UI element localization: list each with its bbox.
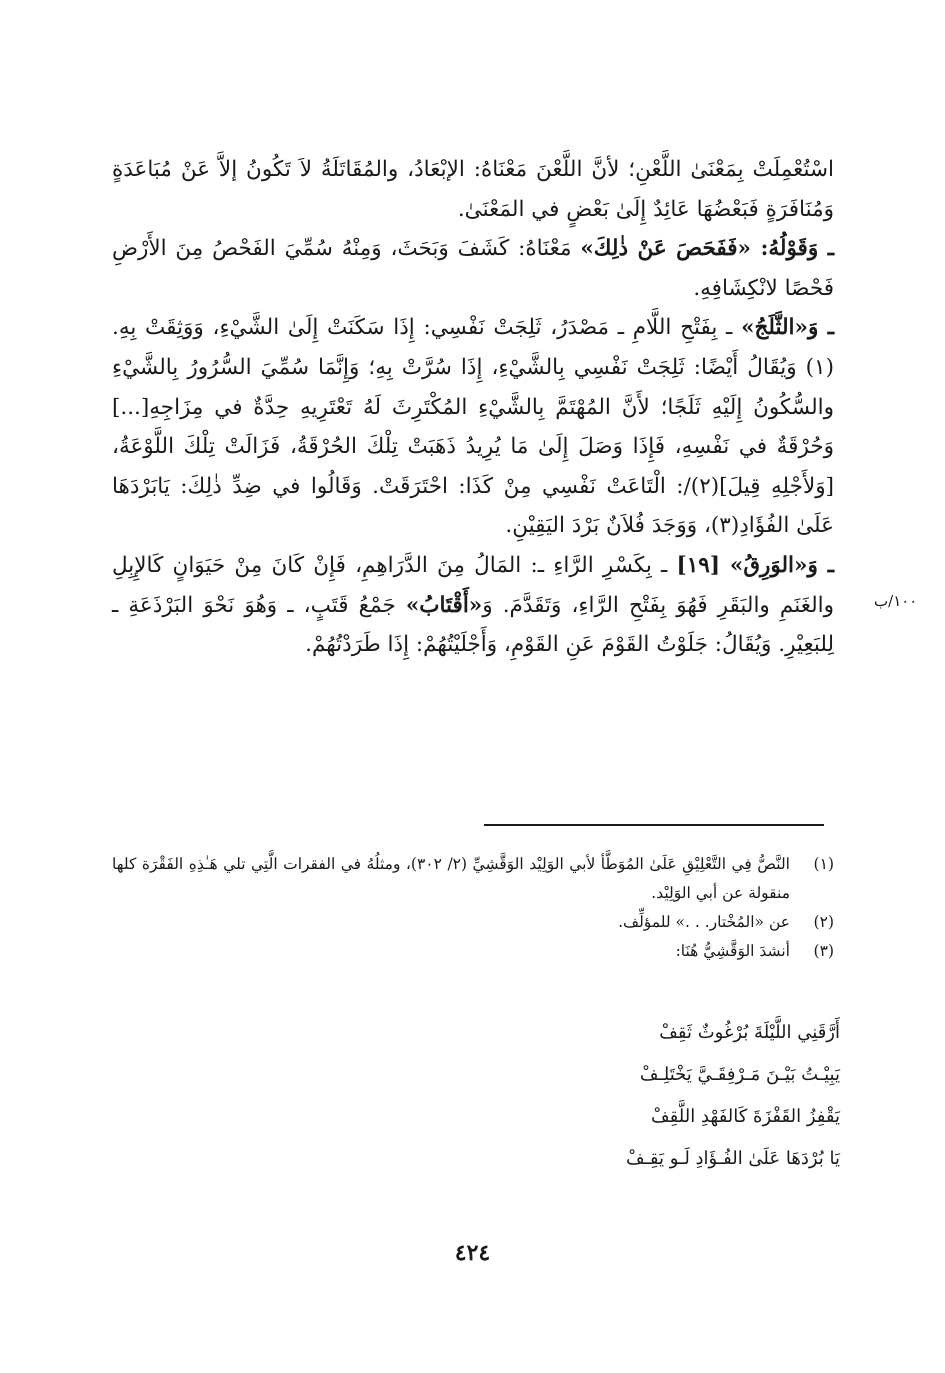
footnotes (112, 850, 834, 966)
footnote-3 (112, 937, 834, 966)
paragraph-4-text: ـ بِكَسْرِ الرَّاءِ ـ: المَالُ مِنَ الدَّرَاهِمِ، فَإِنْ كَانَ مِنْ حَيَوَانٍ كَالإِبِلِ والغَنَمِ والبَقَرِ فَهُوَ بِفَتْحِ الرَّاءِ، وَتَقَدَّمَ. وَ (112, 552, 834, 618)
paragraph-1: اسْتُعْمِلَتْ بِمَعْنَىٰ اللَّعْنِ؛ لأنَّ اللَّعْنَ مَعْنَاهُ: الإبْعَادُ، والمُقَاتَلَةُ لاَ تَكُونُ إلاَّ عَنْ مُبَاعَدَةٍ وَمُنَافَرَةٍ فَبَعْضُهَا عَائِدٌ إِلَىٰ بَعْضٍ في المَعْنَىٰ. (112, 157, 834, 222)
footnote-separator (484, 824, 824, 826)
footnote-number: (٢) (813, 913, 834, 931)
paragraph-4-text-end: جَمْعُ قَتَبٍ، ـ وَهُوَ نَحْوَ البَرْذَعَةِ ـ لِلبَعِيْرِ. وَيُقَالُ: جَلَوْتُ القَوْمَ عَنِ القَوْمِ، وَأَجْلَيْتُهُمْ: إِذَا طَرَدْتُهُمْ. (112, 592, 834, 658)
paragraph-3-text: ـ بِفَتْحِ اللَّامِ ـ مَصْدَرُ، ثَلِجَتْ نَفْسِي: إِذَا سَكَنَتْ إِلَىٰ الشَّيْءِ، وَوَثِقَتْ بِهِ. (١) وَيُقَالُ أَيْضًا: ثَلِجَتْ نَفْسِي بِالشَّيْءِ، إِذَا سُرَّتْ بِهِ؛ وَإِنَّمَا سُمِّيَ السُّرُورُ بِالشَّيْءِ والسُّكُونُ إِلَيْهِ ثَلَجًا؛ لأَنَّ المُهْتَمَّ بِالشَّيْءِ المُكْتَرِثَ لَهُ تَعْتَرِيهِ حِدَّةٌ في مِزَاجِهِ[...] وَحُرْقَةٌ في نَفْسِهِ، فَإِذَا وَصَلَ إِلَىٰ مَا يُرِيدُ ذَهَبَتْ تِلْكَ الحُرْقَةُ، فَزَالَتْ تِلْكَ اللَّوْعَةُ، [وَلأَجْلِهِ قِيلَ](٢)/: الْتَاعَتْ نَفْسِي مِنْ كَذَا: احْتَرَقَتْ. وَقَالُوا في ضِدِّ ذٰلِكَ: يَابَرْدَهَا عَلَىٰ الفُؤَادِ(٣)، وَوَجَدَ فُلاَنٌ بَرْدَ اليَقِيْنِ. (112, 315, 834, 539)
paragraph-4-heading: ـ وَ«الوَرِقُ» [١٩] (676, 552, 834, 578)
paragraph-4 (112, 546, 834, 665)
footnote-text: النَّصُّ فِي التَّعْلِيْقِ عَلَىٰ المُوَطَّأ لأبي الوَلِيْد الوَقَّشِيِّ (٢/ ٣٠٢)، ومثلُهُ في الفقرات الَّتِي تلي هَـٰذِهِ الفَقْرَة كلها منقولة عن أبي الوَلِيْد. (112, 855, 790, 902)
paragraph-2 (112, 229, 834, 308)
paragraph-3-heading: ـ وَ«الثَّلَجُ» (741, 315, 834, 341)
footnote-number: (١) (813, 855, 834, 873)
folio-margin-note: ١٠٠/ب (874, 592, 918, 610)
poem (540, 1012, 840, 1180)
poem-line: يَا بُرْدَهَا عَلَىٰ الفُـؤَادِ لَـو يَقِـفْ (626, 1148, 840, 1169)
footnote-1 (112, 850, 834, 908)
paragraph-4-term: «أَقْتَابُ» (405, 592, 483, 618)
poem-line: أَرَّقَنِي اللَّيْلَةَ بُرْغُوثٌ ثَقِفْ (659, 1022, 840, 1043)
paragraph-2-heading: ـ وَقَوْلُهُ: «فَفَحَصَ عَنْ ذٰلِكَ» (580, 236, 834, 262)
footnote-number: (٣) (813, 942, 834, 960)
paragraph-2-text: مَعْنَاهُ: كَشَفَ وَبَحَثَ، وَمِنْهُ سُمِّيَ الفَحْصُ مِنَ الأَرْضِ فَحْصًا لانْكِشَافِهِ. (112, 236, 834, 301)
poem-line: يَبِيْـتُ بَيْـنَ مَـرْفِقَـيَّ يَخْتَلِـفْ (639, 1064, 840, 1085)
main-text (112, 150, 834, 665)
page-number: ٤٢٤ (454, 1240, 491, 1266)
paragraph-3 (112, 308, 834, 546)
footnote-text: عن «المُخْتار. . .» للمؤلِّف. (618, 913, 790, 931)
footnote-2 (112, 908, 834, 937)
poem-line: يَقْفِزُ القَفْزَةَ كَالفَهْدِ اللَّقِفْ (651, 1106, 840, 1127)
footnote-text: أنشدَ الوَقَّشِيُّ هُنَا: (675, 942, 790, 960)
